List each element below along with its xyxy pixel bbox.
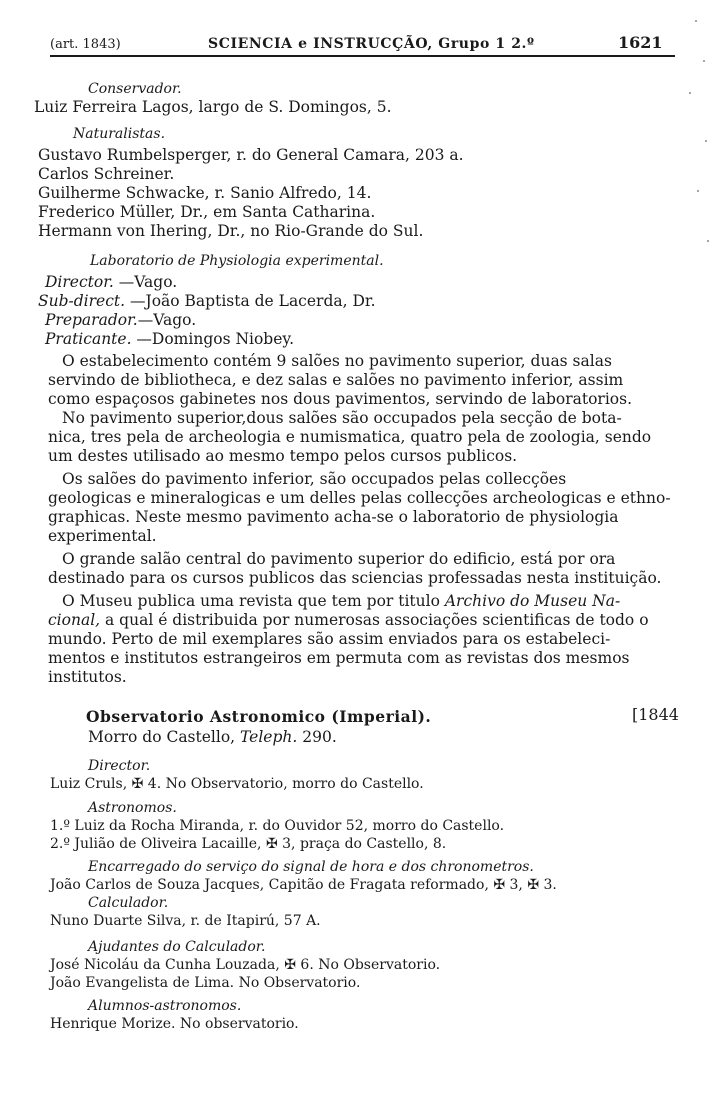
lab-staff-role: Sub-direct. [38, 292, 126, 310]
laboratory-heading: Laboratorio de Physiologia experimental. [90, 253, 384, 269]
paragraph-line: mundo. Perto de mil exemplares são assim enviados para os estabeleci- [48, 630, 611, 648]
ajudantes-heading: Ajudantes do Calculador. [88, 939, 266, 955]
telephone-label: Teleph. [240, 728, 298, 746]
journal-title: Archivo do Museu Na- [444, 592, 621, 610]
naturalista-entry: Carlos Schreiner. [38, 165, 175, 183]
paragraph-text: a qual é distribuida por numerosas associações scientificas de todo o [100, 611, 649, 629]
astronomo-entry [50, 817, 504, 835]
naturalista-entry: Guilherme Schwacke, r. Sanio Alfredo, 14. [38, 184, 372, 202]
paragraph-line [48, 611, 649, 629]
header-rule [50, 55, 675, 57]
lab-staff-name: —Domingos Niobey. [131, 330, 295, 348]
lab-staff-row [45, 311, 196, 329]
naturalista-entry: Frederico Müller, Dr., em Santa Catharina. [38, 203, 376, 221]
paragraph-line: um destes utilisado ao mesmo tempo pelos cursos publicos. [48, 447, 518, 465]
paragraph-line: O grande salão central do pavimento superior do edificio, está por ora [62, 550, 616, 568]
paragraph-line: experimental. [48, 527, 157, 545]
entry-number: 1.º [50, 818, 70, 834]
header-article-ref: (art. 1843) [50, 37, 121, 52]
paragraph-line: O estabelecimento contém 9 salões no pavimento superior, duas salas [62, 352, 612, 370]
paragraph-line: destinado para os cursos publicos das sciencias professadas nesta instituição. [48, 569, 662, 587]
conservador-entry: Luiz Ferreira Lagos, largo de S. Domingos, 5. [34, 98, 392, 116]
paragraph-line: mentos e institutos estrangeiros em permuta com as revistas dos mesmos [48, 649, 630, 667]
naturalistas-heading: Naturalistas. [73, 126, 166, 142]
observatory-title: Observatorio Astronomico (Imperial). [86, 707, 432, 726]
lab-staff-name: —João Baptista de Lacerda, Dr. [125, 292, 376, 310]
calculador-entry: Nuno Duarte Silva, r. de Itapirú, 57 A. [50, 913, 321, 929]
section-number: [1844 [632, 705, 679, 724]
paragraph-line: institutos. [48, 668, 127, 686]
lab-staff-name: —Vago. [113, 273, 178, 291]
ajudante-entry: João Evangelista de Lima. No Observatorio. [50, 975, 361, 991]
paragraph-line: geologicas e mineralogicas e um delles pelas collecções archeologicas e ethno- [48, 489, 671, 507]
director-heading: Director. [88, 758, 151, 774]
address-text: Morro do Castello, [88, 728, 241, 746]
lab-staff-name: —Vago. [137, 311, 197, 329]
signal-heading: Encarregado do serviço do signal de hora e dos chronometros. [88, 859, 534, 875]
entry-text: Julião de Oliveira Lacaille, ✠ 3, praça do Castello, 8. [74, 836, 447, 852]
scan-specks [675, 0, 715, 300]
calculador-heading: Calculador. [88, 895, 169, 911]
alumnos-heading: Alumnos-astronomos. [88, 998, 242, 1014]
signal-entry: João Carlos de Souza Jacques, Capitão de Fragata reformado, ✠ 3, ✠ 3. [50, 877, 557, 893]
lab-staff-role: Director. [45, 273, 114, 291]
paragraph-line: No pavimento superior,dous salões são occupados pela secção de bota- [62, 409, 622, 427]
running-header [50, 32, 672, 54]
conservador-heading: Conservador. [88, 81, 182, 97]
lab-staff-role: Preparador. [45, 311, 138, 329]
journal-title-cont: cional, [48, 611, 101, 629]
observatory-address [88, 728, 337, 746]
paragraph-line: como espaçosos gabinetes nos dous pavimentos, servindo de laboratorios. [48, 390, 633, 408]
alumno-entry: Henrique Morize. No observatorio. [50, 1016, 299, 1032]
paragraph-line: nica, tres pela de archeologia e numismatica, quatro pela de zoologia, sendo [48, 428, 652, 446]
paragraph-line: Os salões do pavimento inferior, são occupados pelas collecções [62, 470, 567, 488]
naturalista-entry: Gustavo Rumbelsperger, r. do General Camara, 203 a. [38, 146, 464, 164]
ajudante-entry: José Nicoláu da Cunha Louzada, ✠ 6. No Observatorio. [50, 957, 441, 973]
paragraph-line: servindo de bibliotheca, e dez salas e salões no pavimento inferior, assim [48, 371, 624, 389]
lab-staff-role: Praticante. [45, 330, 132, 348]
entry-text: Luiz da Rocha Miranda, r. do Ouvidor 52, morro do Castello. [74, 818, 505, 834]
header-title: SCIENCIA e INSTRUCÇÃO, Grupo 1 2.º [208, 36, 535, 52]
lab-staff-row [45, 273, 177, 291]
astronomo-entry [50, 835, 446, 853]
lab-staff-row [45, 330, 294, 348]
telephone-number: 290. [297, 728, 337, 746]
paragraph-line: graphicas. Neste mesmo pavimento acha-se o laboratorio de physiologia [48, 508, 619, 526]
lab-staff-row [38, 292, 376, 310]
paragraph-line [62, 592, 620, 610]
naturalista-entry: Hermann von Ihering, Dr., no Rio-Grande do Sul. [38, 222, 424, 240]
astronomos-heading: Astronomos. [88, 800, 177, 816]
entry-number: 2.º [50, 836, 70, 852]
director-details: ✠ 4. No Observatorio, morro do Castello. [131, 776, 424, 792]
director-entry [50, 775, 424, 793]
page-number: 1621 [618, 33, 663, 52]
director-name: Luiz Cruls, [50, 776, 132, 792]
paragraph-text: O Museu publica uma revista que tem por titulo [62, 592, 440, 610]
